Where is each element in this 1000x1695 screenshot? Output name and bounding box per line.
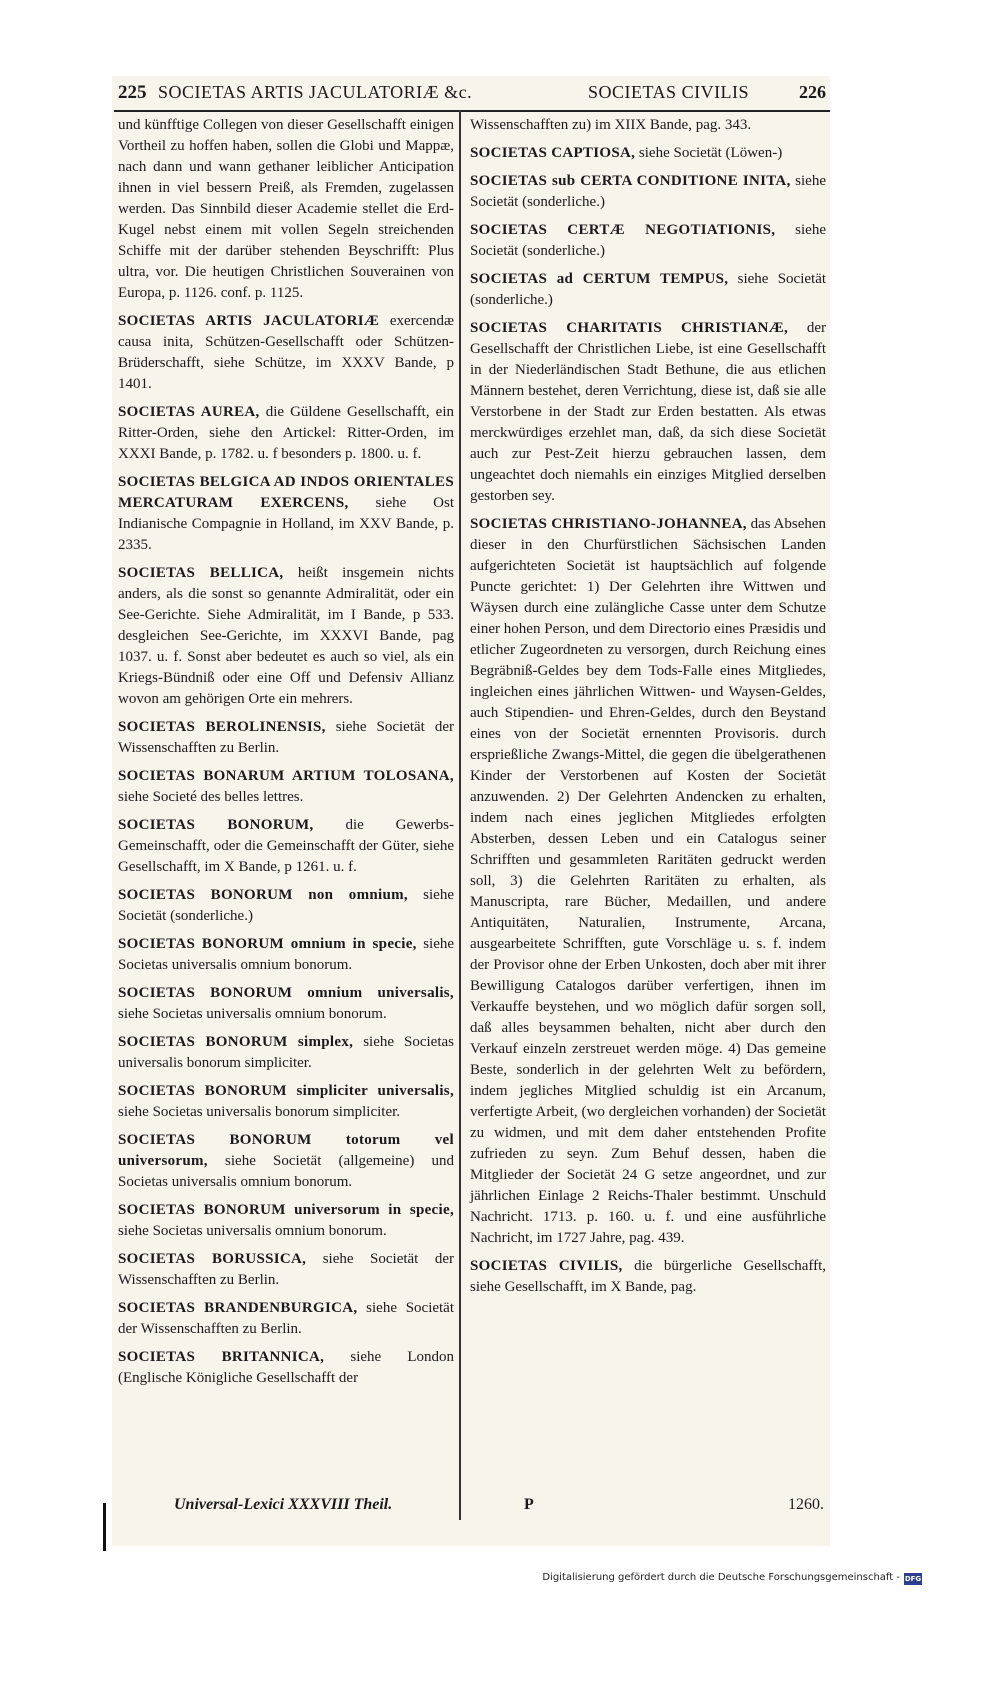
- lexicon-entry: [118, 815, 454, 878]
- entry-text: siehe Societät der Wissenschafften zu Berlin.: [118, 719, 455, 756]
- lexicon-entry: [470, 1256, 826, 1298]
- lexicon-entry: [118, 311, 454, 395]
- entry-text: siehe Societät der Wissenschafften zu Berlin.: [118, 1300, 455, 1337]
- lexicon-entry: [118, 885, 454, 927]
- entry-text: exercendæ causa inita, Schützen-Gesellschafft oder Schützen-Brüderschafft, siehe Schütze, im XXXV Bande, p 1401.: [118, 313, 454, 392]
- lexicon-entry: [118, 934, 454, 976]
- signature-line: Universal-Lexici XXXVIII Theil.: [174, 1496, 393, 1513]
- right-column: [470, 115, 826, 1305]
- entry-text: siehe Societas universalis bonorum simpliciter.: [118, 1034, 454, 1071]
- lexicon-entry: [118, 563, 454, 710]
- entry-text: die Gewerbs-Gemeinschafft, oder die Gemeinschafft der Güter, siehe Gesellschafft, im X Bande, p 1261. u. f.: [118, 817, 454, 875]
- entry-lemma: SOCIETAS BELLICA,: [118, 565, 284, 581]
- catchword: 1260.: [788, 1496, 824, 1513]
- entry-text: Wissenschafften zu) im XIIX Bande, pag. 343.: [470, 117, 752, 133]
- entry-text: siehe Societas universalis bonorum simpliciter.: [118, 1104, 401, 1120]
- column-divider: [459, 110, 461, 1520]
- left-running-title: SOCIETAS ARTIS JACULATORIÆ &c.: [158, 82, 473, 102]
- margin-mark: [103, 1503, 106, 1551]
- lexicon-entry: [118, 115, 454, 304]
- right-running-title: SOCIETAS CIVILIS: [588, 82, 750, 102]
- entry-lemma: SOCIETAS BRITANNICA,: [118, 1349, 325, 1365]
- entry-lemma: SOCIETAS BONORUM universorum in specie,: [118, 1202, 454, 1218]
- lexicon-entry: [118, 1347, 454, 1389]
- entry-lemma: SOCIETAS BONORUM omnium in specie,: [118, 936, 417, 952]
- lexicon-entry: [470, 220, 826, 262]
- entry-text: siehe Ost Indianische Compagnie in Holland, im XXV Bande, p. 2335.: [118, 495, 454, 553]
- entry-text: siehe Societas universalis omnium bonorum.: [118, 1006, 387, 1022]
- entry-lemma: SOCIETAS BONARUM ARTIUM TOLOSANA,: [118, 768, 454, 784]
- entry-text: die bürgerliche Gesellschafft, siehe Gesellschafft, im X Bande, pag.: [470, 1258, 827, 1295]
- lexicon-entry: [470, 115, 826, 136]
- lexicon-entry: [118, 1200, 454, 1242]
- lexicon-entry: [118, 1081, 454, 1123]
- entry-lemma: SOCIETAS BONORUM totorum vel universorum,: [118, 1132, 454, 1169]
- lexicon-entry: [118, 472, 454, 556]
- lexicon-entry: [118, 402, 454, 465]
- left-page-number: 225: [118, 82, 147, 103]
- entry-lemma: SOCIETAS AUREA,: [118, 404, 260, 420]
- lexicon-entry: [118, 983, 454, 1025]
- entry-lemma: SOCIETAS CIVILIS,: [470, 1258, 623, 1274]
- lexicon-entry: [118, 1249, 454, 1291]
- entry-lemma: SOCIETAS BONORUM,: [118, 817, 314, 833]
- lexicon-entry: [470, 269, 826, 311]
- entry-lemma: SOCIETAS sub CERTA CONDITIONE INITA,: [470, 173, 791, 189]
- entry-lemma: SOCIETAS BRANDENBURGICA,: [118, 1300, 358, 1316]
- lexicon-entry: [470, 514, 826, 1249]
- entry-lemma: SOCIETAS BELGICA AD INDOS ORIENTALES MERCATURAM EXERCENS,: [118, 474, 454, 511]
- entry-lemma: SOCIETAS CERTÆ NEGOTIATIONIS,: [470, 222, 776, 238]
- entry-lemma: SOCIETAS ARTIS JACULATORIÆ: [118, 313, 380, 329]
- entry-lemma: SOCIETAS CHRISTIANO-JOHANNEA,: [470, 516, 747, 532]
- entry-lemma: SOCIETAS BONORUM omnium universalis,: [118, 985, 454, 1001]
- entry-text: das Absehen dieser in den Churfürstlichen Sächsischen Landen aufgerichteten Societät ist hauptsächlich auf folgende Puncte gerichtet: 1) Der Gelehrten ihre Wittwen und Wäysen durch eine zulängliche Casse unter dem Schutze einer hohen Person, und dem Directorio eines Præsidis und etlicher Zugeordneten zu versorgen, durch Reichung eines Begräbniß-Geldes bey dem Tods-Falle eines Mitgliedes, ingleichen eines jährlichen Wittwen- und Waysen-Geldes, auch Stipendien- und Ehren-Geldes, durch den Beystand eines von der Societät ernennten Provisoris. durch ersprießliche Zwangs-Mittel, die gegen die übelgerathenen Kinder der Verstorbenen auf Kosten der Societät anzuwenden. 2) Der Gelehrten Andencken zu erhalten, indem nach eines jeglichen Mitgliedes erfolgten Absterben, dessen Leben und ein Catalogus seiner Schrifften und gesammleten Raritäten gedruckt werden soll, 3) die Gelehrten Raritäten zu erhalten, als Manuscripta, rare Bücher, Medaillen, und andere Antiquitäten, Naturalien, Instrumente, Arcana, ausgearbeitete Schrifften, gute Vorschläge u. s. f. indem der Provisor ohne der Erben Unkosten, doch aber mit ihrer Bewilligung Catalogos darüber verfertigen, ihnen im Verkauffe beystehen, und wo möglich dafür sorgen soll, daß alles beysammen behalten, nicht aber durch den Verkauf einzeln zerstreuet werden möge. 4) Das gemeine Beste, sonderlich in der gelehrten Welt zu befördern, indem jegliches Mitglied schuldig ist ein Arcanum, verfertigte Arbeit, (wo dergleichen vorhanden) der Societät zu widmen, und mit dem daher entstehenden Profite zufrieden zu seyn. Zum Behuf dessen, haben die Mitglieder der Societät 24 G setze angeordnet, und zur jährlichen Einlage 2 Reichs-Thaler bestimmt. Unschuld Nachricht. 1713. p. 160. u. f. und eine ausführliche Nachricht, im 1727 Jahre, pag. 439.: [470, 516, 827, 1246]
- lexicon-entry: [118, 766, 454, 808]
- entry-text: siehe Societas universalis omnium bonorum.: [118, 1223, 387, 1239]
- entry-text: siehe Societät (sonderliche.): [470, 222, 826, 259]
- entry-text: siehe Societät (sonderliche.): [118, 887, 454, 924]
- lexicon-entry: [118, 1298, 454, 1340]
- dfg-logo-icon: DFG: [904, 1575, 922, 1583]
- lexicon-entry: [118, 717, 454, 759]
- lexicon-entry: [118, 1032, 454, 1074]
- signature-mark: P: [524, 1496, 534, 1513]
- page-footer: [114, 1496, 830, 1522]
- entry-text: und künfftige Collegen von dieser Gesellschafft einigen Vortheil zu hoffen haben, sollen die Globi und Mappæ, nach dann und wann gethaner leiblicher Anticipation ihnen in viel bessern Preiß, als Fremden, zugelassen werden. Das Sinnbild dieser Academie stellet die Erd-Kugel nebst einem mit vollen Segeln streichenden Schiffe mit der darüber stehenden Beyschrifft: Plus ultra, vor. Die heutigen Christlichen Souverainen von Europa, p. 1126. conf. p. 1125.: [118, 117, 454, 301]
- entry-lemma: SOCIETAS BORUSSICA,: [118, 1251, 307, 1267]
- entry-lemma: SOCIETAS BONORUM non omnium,: [118, 887, 408, 903]
- lexicon-entry: [118, 1130, 454, 1193]
- entry-text: siehe Societät (Löwen-): [638, 145, 783, 161]
- entry-lemma: SOCIETAS CAPTIOSA,: [470, 145, 636, 161]
- lexicon-entry: [470, 318, 826, 507]
- entry-text: der Gesellschafft der Christlichen Liebe, ist eine Gesellschafft in der Niederländischen Stadt Bethune, die aus etlichen Männern bestehet, deren Verrichtung, diese ist, daß sie alle Verstorbene in der Stadt zur Erden bestatten. Als etwas merckwürdiges erzehlet man, daß, da sich diese Societät auch zur Pest-Zeit hierzu gebrauchen lassen, dem ungeachtet doch niemahls ein einziges Mitglied derselben gestorben sey.: [470, 320, 827, 504]
- entry-text: siehe Societät der Wissenschafften zu Berlin.: [118, 1251, 454, 1288]
- entry-lemma: SOCIETAS BONORUM simplex,: [118, 1034, 354, 1050]
- entry-lemma: SOCIETAS BEROLINENSIS,: [118, 719, 326, 735]
- lexicon-entry: [470, 171, 826, 213]
- entry-text: siehe London (Englische Königliche Gesellschafft der: [118, 1349, 455, 1386]
- entry-text: siehe Societät (sonderliche.): [470, 271, 827, 308]
- running-header: [114, 78, 830, 112]
- entry-lemma: SOCIETAS ad CERTUM TEMPUS,: [470, 271, 729, 287]
- digitization-credit: Digitalisierung gefördert durch die Deutsche Forschungsgemeinschaft -: [542, 1572, 900, 1583]
- entry-text: siehe Societät (allgemeine) und Societas universalis omnium bonorum.: [118, 1153, 455, 1190]
- entry-text: die Güldene Gesellschafft, ein Ritter-Orden, siehe den Artickel: Ritter-Orden, im XXXI Bande, p. 1782. u. f besonders p. 1800. u. f.: [118, 404, 455, 462]
- entry-text: siehe Societas universalis omnium bonorum.: [118, 936, 455, 973]
- right-page-number: 226: [799, 82, 826, 102]
- entry-lemma: SOCIETAS BONORUM simpliciter universalis,: [118, 1083, 454, 1099]
- entry-text: siehe Societät (sonderliche.): [470, 173, 826, 210]
- left-column: [118, 115, 454, 1396]
- lexicon-entry: [470, 143, 826, 164]
- entry-text: heißt insgemein nichts anders, als die sonst so genannte Admiralität, oder ein See-Gerichte. Siehe Admiralität, im I Bande, p 533. desgleichen See-Gerichte, im XXXVI Bande, pag 1037. u. f. Sonst aber bedeutet es auch so viel, als ein Kriegs-Bündniß oder eine Off und Defensiv Allianz wovon am gehörigen Orte ein mehrers.: [118, 565, 455, 707]
- entry-lemma: SOCIETAS CHARITATIS CHRISTIANÆ,: [470, 320, 789, 336]
- entry-text: siehe Societé des belles lettres.: [118, 789, 304, 805]
